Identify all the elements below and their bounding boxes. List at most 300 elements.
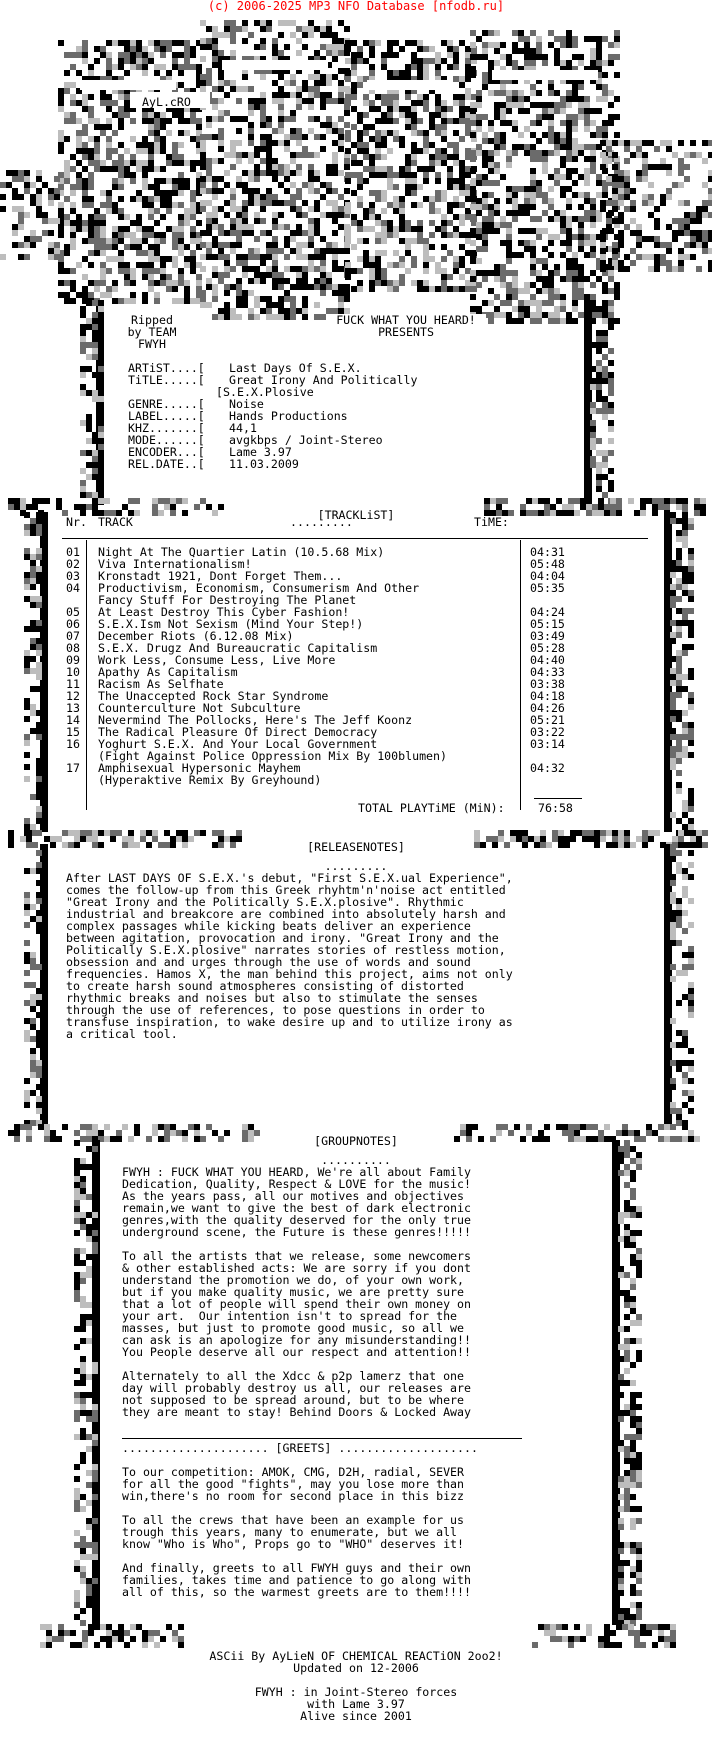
logo-letter-shading — [184, 184, 190, 190]
logo-right-swoosh — [612, 248, 618, 254]
logo-letter-shading — [417, 286, 423, 292]
logo-right-swoosh — [690, 140, 696, 146]
logo-letter-shading — [178, 268, 184, 274]
logo-letter-shading — [566, 270, 572, 276]
logo-letter-shading — [459, 178, 465, 184]
groupnotes-frame-shade — [630, 1614, 636, 1620]
logo-letter-shading — [290, 92, 296, 98]
logo-letter-shading — [106, 166, 112, 172]
tracklist-frame-shade — [36, 578, 42, 584]
logo-letter-shading — [254, 200, 260, 206]
logo-letter-shading — [512, 306, 518, 312]
logo-letter-shading — [338, 290, 344, 296]
tracklist-frame-shade — [682, 608, 688, 614]
logo-letter-shading — [218, 188, 224, 194]
tracklist-frame-shade — [682, 644, 688, 650]
bottom-trim — [664, 1624, 670, 1630]
logo-letter-shading — [488, 288, 494, 294]
tracklist-frame-shade — [676, 626, 682, 632]
tracklist-frame-shade — [676, 566, 682, 572]
logo-letter-shading — [524, 144, 530, 150]
tracklist-frame-shade — [36, 638, 42, 644]
logo-letter-shading — [178, 226, 184, 232]
logo-letter-shading — [542, 246, 548, 252]
logo-letter-shading — [530, 54, 536, 60]
logo-letter-shading — [435, 178, 441, 184]
tracklist-frame-shade — [670, 764, 676, 770]
releasenotes-frame-shade — [670, 1084, 676, 1090]
logo-letter-shading — [296, 128, 302, 134]
track-title: December Riots (6.12.08 Mix) — [98, 629, 294, 643]
logo-letter-shading — [345, 232, 351, 238]
logo-letter-shading — [512, 42, 518, 48]
logo-letter-shading — [230, 230, 236, 236]
logo-letter-shading — [417, 280, 423, 286]
logo-letter-shading — [441, 196, 447, 202]
releasenotes-frame-shade — [36, 916, 42, 922]
logo-letter-shading — [512, 150, 518, 156]
tracklist-frame-shade — [682, 752, 688, 758]
logo-letter-shading — [488, 222, 494, 228]
logo-letter-shading — [332, 164, 338, 170]
logo-letter-shading — [236, 152, 242, 158]
tracklist-frame-shade — [670, 680, 676, 686]
logo-letter-shading — [154, 40, 160, 46]
groupnotes-frame-shade — [636, 1212, 642, 1218]
logo-letter-shading — [351, 268, 357, 274]
releasenotes-frame-shade — [682, 1036, 688, 1042]
bottom-trim — [112, 1636, 118, 1642]
logo-left-swoosh — [18, 206, 24, 212]
groupnotes-line: & other established acts: We are sorry if you dont — [122, 1261, 472, 1275]
logo-letter-shading — [266, 188, 272, 194]
info-border-shade — [596, 408, 602, 414]
logo-letter-shading — [584, 180, 590, 186]
logo-letter-shading — [578, 240, 584, 246]
logo-letter-shading — [482, 30, 488, 36]
logo-letter-shading — [566, 36, 572, 42]
logo-right-swoosh — [660, 200, 666, 206]
info-border-shade — [92, 348, 98, 354]
tracklist-frame-shade — [670, 584, 676, 590]
logo-letter-shading — [417, 148, 423, 154]
bottom-trim — [106, 1642, 112, 1648]
groupnotes-frame-shade — [80, 1362, 86, 1368]
logo-letter-shading — [218, 128, 224, 134]
logo-letter-shading — [260, 38, 266, 44]
logo-letter-shading — [70, 94, 76, 100]
logo-letter-shading — [482, 222, 488, 228]
logo-letter-shading — [212, 284, 218, 290]
logo-letter-shading — [572, 84, 578, 90]
logo-letter-shading — [248, 86, 254, 92]
groupnotes-line: remain,we want to give the best of dark electronic — [122, 1201, 472, 1215]
info-border-shade — [602, 336, 608, 342]
logo-letter-shading — [314, 224, 320, 230]
groupnotes-frame-shade — [624, 1614, 630, 1620]
logo-left-swoosh — [30, 194, 36, 200]
logo-letter-shading — [345, 148, 351, 154]
logo-letter-shading — [602, 90, 608, 96]
groupnotes-frame-shade — [630, 1284, 636, 1290]
groupnotes-dots: .......... — [321, 1153, 391, 1167]
logo-letter-shading — [314, 92, 320, 98]
logo-letter-shading — [230, 224, 236, 230]
logo-left-swoosh — [54, 218, 60, 224]
logo-letter-shading — [530, 300, 536, 306]
groupnotes-frame-shade — [636, 1548, 642, 1554]
logo-letter-shading — [512, 96, 518, 102]
logo-letter-shading — [148, 232, 154, 238]
logo-letter-shading — [572, 282, 578, 288]
logo-letter-shading — [530, 186, 536, 192]
logo-letter-shading — [302, 254, 308, 260]
logo-letter-shading — [417, 166, 423, 172]
logo-letter-shading — [584, 126, 590, 132]
logo-letter-shading — [405, 226, 411, 232]
logo-letter-shading — [142, 238, 148, 244]
groupnotes-frame-shade — [80, 1314, 86, 1320]
logo-letter-shading — [76, 52, 82, 58]
logo-letter-shading — [560, 306, 566, 312]
logo-letter-shading — [381, 208, 387, 214]
logo-letter-shading — [200, 182, 206, 188]
logo-letter-shading — [248, 230, 254, 236]
logo-left-swoosh — [12, 206, 18, 212]
logo-letter-shading — [160, 274, 166, 280]
releasenotes-frame-shade — [688, 898, 694, 904]
logo-letter-shading — [542, 114, 548, 120]
logo-letter-shading — [242, 290, 248, 296]
groupnotes-frame-shade — [92, 1230, 98, 1236]
logo-letter-shading — [345, 130, 351, 136]
logo-letter-shading — [136, 64, 142, 70]
logo-letter-shading — [58, 40, 64, 46]
logo-letter-shading — [614, 42, 620, 48]
logo-letter-shading — [88, 160, 94, 166]
releasenotes-frame-shade — [676, 1042, 682, 1048]
groupnotes-frame-shade — [636, 1590, 642, 1596]
logo-letter-shading — [70, 166, 76, 172]
logo-letter-shading — [290, 20, 296, 26]
info-border-shade — [608, 450, 614, 456]
logo-letter-shading — [190, 190, 196, 196]
logo-letter-shading — [566, 258, 572, 264]
info-border-shade — [596, 396, 602, 402]
logo-letter-shading — [70, 244, 76, 250]
tracklist-frame-shade — [24, 656, 30, 662]
logo-letter-shading — [584, 240, 590, 246]
logo-letter-shading — [254, 194, 260, 200]
groupnotes-frame-shade — [80, 1392, 86, 1398]
logo-letter-shading — [542, 168, 548, 174]
groupnotes-frame-shade — [636, 1428, 642, 1434]
groupnotes-frame-shade — [630, 1236, 636, 1242]
logo-letter-shading — [482, 114, 488, 120]
groupnotes-frame-shade — [74, 1476, 80, 1482]
releasenotes-frame-shade — [30, 1060, 36, 1066]
logo-letter-shading — [405, 172, 411, 178]
logo-letter-shading — [578, 312, 584, 318]
logo-letter-shading — [345, 202, 351, 208]
logo-letter-shading — [200, 134, 206, 140]
logo-letter-shading — [411, 142, 417, 148]
logo-letter-shading — [453, 202, 459, 208]
logo-letter-shading — [375, 106, 381, 112]
logo-letter-shading — [64, 166, 70, 172]
logo-letter-shading — [572, 216, 578, 222]
logo-letter-shading — [435, 226, 441, 232]
logo-letter-shading — [332, 74, 338, 80]
logo-letter-shading — [363, 58, 369, 64]
tracklist-frame-shade — [36, 806, 42, 812]
logo-letter-shading — [524, 246, 530, 252]
logo-left-swoosh — [24, 212, 30, 218]
track-title: Racism As Selfhate — [98, 677, 224, 691]
logo-letter-shading — [118, 268, 124, 274]
releasenotes-header — [0, 836, 712, 874]
logo-letter-shading — [88, 136, 94, 142]
logo-letter-shading — [590, 168, 596, 174]
logo-letter-shading — [494, 264, 500, 270]
logo-letter-shading — [344, 188, 350, 194]
logo-letter-shading — [254, 254, 260, 260]
groupnotes-frame-shade — [80, 1374, 86, 1380]
logo-letter-shading — [76, 160, 82, 166]
groupnotes-frame-shade — [618, 1326, 624, 1332]
logo-right-swoosh — [678, 260, 684, 266]
logo-letter-shading — [302, 98, 308, 104]
groupnotes-frame-shade — [636, 1452, 642, 1458]
logo-letter-shading — [224, 200, 230, 206]
info-border-shade — [602, 456, 608, 462]
groupnotes-frame-shade — [624, 1242, 630, 1248]
logo-letter-shading — [236, 26, 242, 32]
logo-letter-shading — [154, 46, 160, 52]
tracklist-frame-shade — [36, 566, 42, 572]
releasenotes-frame-shade — [670, 880, 676, 886]
footer-line: Alive since 2001 — [300, 1709, 412, 1723]
logo-letter-shading — [423, 64, 429, 70]
logo-letter-shading — [447, 106, 453, 112]
logo-right-swoosh — [666, 266, 672, 272]
groupnotes-frame-shade — [630, 1296, 636, 1302]
logo-letter-shading — [112, 184, 118, 190]
logo-letter-shading — [260, 278, 266, 284]
logo-letter-shading — [242, 296, 248, 302]
logo-letter-shading — [94, 136, 100, 142]
logo-letter-shading — [190, 232, 196, 238]
logo-letter-shading — [184, 244, 190, 250]
logo-letter-shading — [375, 94, 381, 100]
logo-letter-shading — [459, 106, 465, 112]
logo-letter-shading — [82, 52, 88, 58]
logo-letter-shading — [332, 254, 338, 260]
logo-letter-shading — [548, 288, 554, 294]
logo-letter-shading — [387, 106, 393, 112]
presents-line: PRESENTS — [378, 325, 434, 339]
info-border-shade — [602, 342, 608, 348]
logo-letter-shading — [242, 152, 248, 158]
logo-letter-shading — [369, 214, 375, 220]
logo-letter-shading — [411, 202, 417, 208]
logo-letter-shading — [76, 130, 82, 136]
logo-letter-shading — [88, 220, 94, 226]
logo-right-swoosh — [630, 188, 636, 194]
logo-letter-shading — [369, 70, 375, 76]
logo-left-swoosh — [12, 194, 18, 200]
track-number — [66, 774, 98, 786]
logo-letter-shading — [453, 256, 459, 262]
tracklist-frame-shade — [676, 782, 682, 788]
logo-letter-shading — [326, 182, 332, 188]
groupnotes-frame-shade — [92, 1200, 98, 1206]
bottom-trim — [646, 1630, 652, 1636]
tracklist-frame-shade — [670, 674, 676, 680]
info-border-shade — [92, 432, 98, 438]
logo-letter-shading — [554, 264, 560, 270]
logo-letter-shading — [572, 138, 578, 144]
logo-left-swoosh — [36, 194, 42, 200]
logo-right-swoosh — [624, 224, 630, 230]
info-border-shade — [602, 306, 608, 312]
tracklist-frame-shade — [688, 740, 694, 746]
groupnotes-frame-shade — [80, 1278, 86, 1284]
logo-left-swoosh — [48, 194, 54, 200]
logo-letter-shading — [142, 262, 148, 268]
logo-letter-shading — [554, 174, 560, 180]
logo-letter-shading — [530, 318, 536, 324]
bottom-trim — [658, 1630, 664, 1636]
logo-letter-shading — [345, 88, 351, 94]
logo-letter-shading — [542, 156, 548, 162]
groupnotes-frame-shade — [624, 1434, 630, 1440]
logo-letter-shading — [584, 294, 590, 300]
logo-letter-shading — [314, 74, 320, 80]
track-number: 04 — [66, 581, 80, 595]
logo-letter-shading — [242, 188, 248, 194]
logo-letter-shading — [260, 92, 266, 98]
logo-letter-shading — [200, 206, 206, 212]
logo-letter-shading — [429, 202, 435, 208]
logo-right-swoosh — [636, 170, 642, 176]
logo-letter-shading — [58, 130, 64, 136]
logo-letter-shading — [345, 178, 351, 184]
tracklist-frame-shade — [670, 602, 676, 608]
releasenotes-frame-left — [40, 844, 48, 1126]
tracklist-frame-shade — [36, 818, 42, 824]
logo-letter-shading — [218, 74, 224, 80]
logo-letter-shading — [112, 256, 118, 262]
logo-letter-shading — [230, 194, 236, 200]
logo-letter-shading — [94, 280, 100, 286]
logo-letter-shading — [248, 278, 254, 284]
logo-letter-shading — [530, 192, 536, 198]
logo-left-swoosh — [0, 194, 6, 200]
logo-letter-shading — [357, 58, 363, 64]
logo-left-swoosh — [12, 188, 18, 194]
logo-right-swoosh — [600, 152, 606, 158]
tracklist-frame-shade — [36, 722, 42, 728]
logo-letter-shading — [218, 248, 224, 254]
logo-letter-shading — [112, 148, 118, 154]
bottom-trim — [568, 1642, 574, 1648]
logo-letter-shading — [488, 318, 494, 324]
tracklist-frame-shade — [24, 716, 30, 722]
logo-letter-shading — [172, 238, 178, 244]
logo-letter-shading — [326, 98, 332, 104]
logo-letter-shading — [58, 292, 64, 298]
tracklist-frame-shade — [670, 758, 676, 764]
logo-letter-shading — [572, 96, 578, 102]
logo-letter-shading — [148, 262, 154, 268]
logo-letter-shading — [272, 200, 278, 206]
logo-letter-shading — [375, 262, 381, 268]
logo-letter-shading — [254, 212, 260, 218]
logo-letter-shading — [596, 54, 602, 60]
logo-letter-shading — [375, 280, 381, 286]
logo-letter-shading — [441, 220, 447, 226]
logo-right-swoosh — [612, 194, 618, 200]
logo-letter-shading — [212, 290, 218, 296]
logo-letter-shading — [284, 254, 290, 260]
groupnotes-frame-shade — [80, 1506, 86, 1512]
bottom-trim — [172, 1630, 178, 1636]
logo-letter-shading — [488, 216, 494, 222]
logo-letter-shading — [536, 36, 542, 42]
logo-letter-shading — [387, 118, 393, 124]
logo-letter-shading — [64, 136, 70, 142]
logo-letter-shading — [459, 286, 465, 292]
logo-letter-shading — [272, 260, 278, 266]
logo-letter-shading — [506, 282, 512, 288]
logo-letter-shading — [393, 202, 399, 208]
info-border-shade — [608, 348, 614, 354]
logo-letter-shading — [572, 288, 578, 294]
logo-letter-shading — [172, 256, 178, 262]
logo-letter-shading — [76, 292, 82, 298]
info-border-shade — [590, 300, 596, 306]
logo-letter-shading — [494, 294, 500, 300]
logo-letter-shading — [166, 130, 172, 136]
logo-letter-shading — [326, 284, 332, 290]
logo-letter-shading — [196, 220, 202, 226]
logo-letter-shading — [560, 174, 566, 180]
logo-letter-shading — [566, 144, 572, 150]
releasenotes-frame-shade — [670, 940, 676, 946]
tracklist-frame-shade — [682, 800, 688, 806]
logo-letter-shading — [82, 40, 88, 46]
groupnotes-frame-shade — [624, 1326, 630, 1332]
logo-letter-shading — [500, 300, 506, 306]
logo-letter-shading — [154, 250, 160, 256]
logo-letter-shading — [106, 100, 112, 106]
logo-left-swoosh — [12, 230, 18, 236]
logo-letter-shading — [70, 52, 76, 58]
logo-letter-shading — [200, 146, 206, 152]
groupnotes-frame-shade — [624, 1200, 630, 1206]
logo-letter-shading — [248, 194, 254, 200]
logo-letter-shading — [212, 296, 218, 302]
logo-letter-shading — [369, 172, 375, 178]
logo-letter-shading — [302, 86, 308, 92]
groupnotes-frame-shade — [636, 1206, 642, 1212]
tracklist-frame-shade — [36, 596, 42, 602]
tracklist-col-time: TiME: — [474, 515, 509, 529]
logo-letter-shading — [459, 40, 465, 46]
groupnotes-frame-shade — [624, 1494, 630, 1500]
logo-letter-shading — [441, 244, 447, 250]
